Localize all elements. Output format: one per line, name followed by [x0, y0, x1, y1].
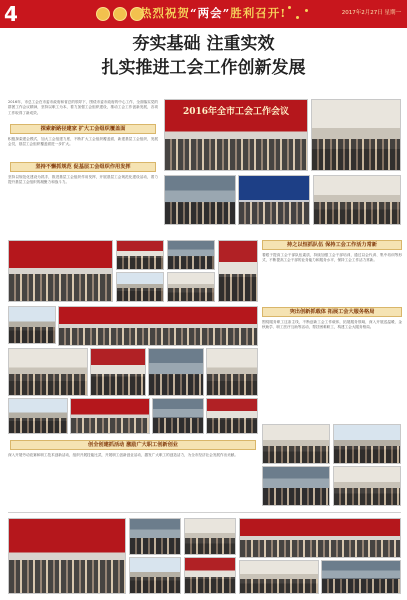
people-figures	[117, 288, 163, 301]
activity-photo	[238, 175, 310, 225]
group-photo	[8, 518, 126, 594]
page-headline	[0, 32, 407, 80]
intro-paragraph: 2016年，市总工会在市委市政府和省总的领导下，围绕市委市政府的中心工作，全面落实党的群团工作会议精神，坚持以职工为本，着力加强工会组织建设，推动工会工作创新发展，各项工作取得了新成效。	[8, 100, 158, 115]
people-figures	[59, 328, 257, 345]
people-figures	[334, 488, 400, 505]
congress-photo	[239, 518, 401, 558]
site-visit-photo	[333, 424, 401, 464]
office-photo	[164, 175, 236, 225]
people-figures	[9, 274, 112, 301]
section-4-text: 围绕服务职工这条主线，不断创新工会工作载体，拓展服务领域，深入开展送温暖、金秋助学、职工医疗互助等活动，帮扶困难职工，构建工会大服务格局。	[262, 320, 402, 330]
section-2-text: 坚持以规范化建设为抓手，推进基层工会组织作用发挥，开展基层工会规范化建设活动，着力提升基层工会组织的凝聚力和战斗力。	[8, 175, 158, 185]
assembly-photo	[8, 240, 113, 302]
people-figures	[117, 256, 163, 269]
workshop-photo	[152, 398, 204, 434]
people-figures	[240, 579, 318, 593]
worksite-photo	[8, 306, 56, 344]
people-figures	[130, 538, 180, 554]
section-1-text: 积极探索建会模式，加大工会组建力度，不断扩大工会组织覆盖面，新建基层工会组织，发展会员，基层工会组织覆盖面进一步扩大。	[8, 137, 158, 147]
condolence-photo	[8, 348, 88, 396]
people-figures	[9, 560, 125, 593]
people-figures	[149, 374, 203, 395]
people-figures	[240, 540, 400, 557]
subhead-section-3: 持之以恒抓队伍 保持工会工作活力常新	[262, 240, 402, 250]
lab-photo	[333, 466, 401, 506]
audience-figures	[165, 139, 307, 171]
people-figures	[9, 418, 67, 433]
people-figures	[207, 418, 257, 433]
page-number: 4	[4, 2, 18, 26]
headline-line-1: 夯实基础 注重实效	[132, 34, 275, 54]
people-figures	[185, 577, 235, 593]
people-figures	[9, 327, 55, 343]
stage-photo	[184, 557, 236, 594]
visit-photo	[313, 175, 401, 225]
factory-photo	[262, 424, 330, 464]
meeting-photo	[311, 99, 401, 171]
conference-banner-text: 2016年全市工会工作会议	[182, 107, 290, 118]
classroom-photo	[262, 466, 330, 506]
people-figures	[91, 374, 145, 395]
handover-photo	[206, 398, 258, 434]
subhead-section-1: 探索新路径建家 扩大工会组织覆盖面	[10, 124, 156, 134]
headline-line-2: 扎实推进工会工作创新发展	[101, 58, 306, 78]
banner-strip	[240, 519, 400, 530]
section-5-text: 深入开展劳动竞赛和职工技术创新活动，组织开展技能比武，开展职工创新创业活动，激发广大职工的创造活力，为全市经济社会发展作出贡献。	[8, 453, 238, 457]
people-figures	[314, 202, 400, 224]
people-figures	[168, 256, 214, 269]
people-figures	[168, 288, 214, 301]
visit-photo-2	[167, 272, 215, 302]
subhead-section-4: 突出创新抓载体 拓展工会大服务格局	[262, 307, 402, 317]
meeting-room-photo	[167, 240, 215, 270]
people-figures	[322, 579, 400, 593]
signboard-photo	[116, 240, 164, 270]
firework-decoration	[296, 16, 299, 19]
emblem-icon	[96, 7, 110, 21]
subhead-section-2: 坚持不懈抓规范 促基层工会组织作用发挥	[10, 162, 156, 172]
header-banner	[0, 0, 407, 28]
banner-strip	[9, 519, 125, 541]
training-photo	[148, 348, 204, 396]
people-figures	[207, 374, 257, 395]
divider	[8, 512, 401, 513]
forum-photo	[321, 560, 401, 594]
rally-photo	[129, 518, 181, 555]
emblem-icon	[113, 7, 127, 21]
interview-photo	[206, 348, 258, 396]
people-figures	[263, 488, 329, 505]
street-photo	[129, 557, 181, 594]
section-3-text: 着眼于提高工会干部队伍素质，持续加强工会干部培训，通过以会代训、集中培训等形式，不断提高工会干部的业务能力和服务水平，保持工会工作活力常新。	[262, 253, 402, 263]
people-figures	[185, 538, 235, 554]
seminar-photo	[239, 560, 319, 594]
people-figures	[219, 274, 257, 301]
outdoor-photo	[116, 272, 164, 302]
slogan-prefix: 热烈祝贺	[140, 6, 190, 20]
exhibit-photo	[8, 398, 68, 434]
people-figures	[71, 418, 149, 433]
people-figures	[263, 446, 329, 463]
conference-photo	[164, 99, 308, 171]
award-ceremony-photo	[58, 306, 258, 346]
people-figures	[153, 418, 203, 433]
people-figures	[239, 202, 309, 224]
banner-slogan	[140, 5, 286, 21]
people-figures	[130, 577, 180, 593]
subhead-section-5: 创全创建抓活动 激励广大职工创新创业	[10, 440, 256, 450]
slogan-quote: “两会”	[190, 6, 231, 20]
people-figures	[312, 139, 400, 171]
presentation-photo	[90, 348, 146, 396]
people-figures	[334, 446, 400, 463]
people-figures	[165, 202, 235, 224]
briefing-photo	[184, 518, 236, 555]
gala-photo	[70, 398, 150, 434]
dateline: 2017年2月27日 星期一	[341, 10, 401, 16]
firework-decoration	[288, 6, 291, 9]
people-figures	[9, 374, 87, 395]
slogan-suffix: 胜利召开!	[230, 6, 287, 20]
firework-decoration	[305, 9, 308, 12]
ceremony-photo	[218, 240, 258, 302]
